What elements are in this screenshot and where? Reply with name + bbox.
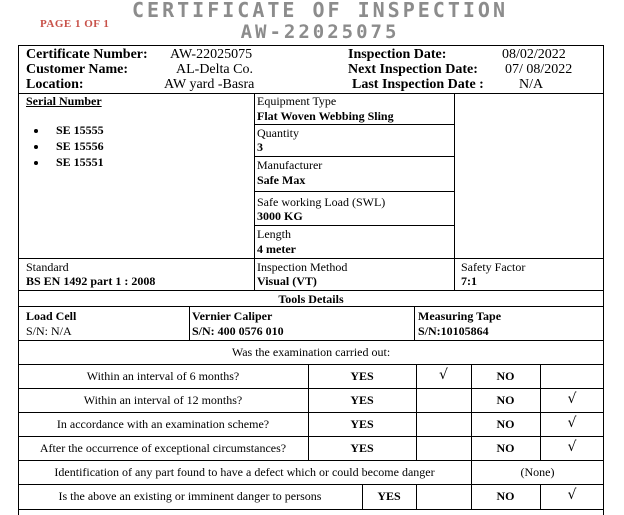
location-value: AW yard -Basra [164,77,255,92]
inspection-date-label: Inspection Date: [348,47,447,62]
manufacturer-value: Safe Max [257,173,306,187]
inspection-date-value: 08/02/2022 [502,47,566,62]
certificate-number-label: Certificate Number: [26,47,148,62]
exam-row-yes-label: YES [350,417,374,431]
divider [18,306,604,307]
danger-no-label: NO [496,489,515,503]
defect-identification-text: Identification of any part found to have a defect which or could become danger [54,465,435,479]
divider [254,225,454,226]
standard-label: Standard [26,260,69,274]
quantity-value: 3 [257,140,263,154]
customer-name-label: Customer Name: [26,62,128,77]
vernier-caliper-label: Vernier Caliper [192,309,273,323]
swl-label: Safe working Load (SWL) [257,195,386,209]
certificate-number-value: AW-22025075 [170,47,253,62]
divider [454,93,455,290]
divider [254,156,454,157]
exam-row-yes-check: √ [439,367,448,383]
last-inspection-date-value: N/A [519,77,544,92]
exam-row-no-label: NO [496,393,515,407]
serial-number-item: • SE 15555 [48,122,104,138]
manufacturer-label: Manufacturer [257,158,323,172]
serial-number-item: • SE 15551 [48,154,104,170]
equipment-type-label: Equipment Type [257,94,337,108]
page-number: PAGE 1 OF 1 [40,18,110,30]
inspection-method-label: Inspection Method [257,260,348,274]
exam-row-no-check: √ [567,439,577,455]
exam-row-no-label: NO [496,417,515,431]
divider [18,290,604,291]
exam-row-yes-label: YES [350,441,374,455]
exam-row-text: In accordance with an examination scheme? [56,417,270,431]
divider [18,388,604,389]
divider [18,460,604,461]
load-cell-serial: S/N: N/A [26,324,72,338]
exam-row-no-label: NO [496,369,515,383]
exam-row-yes-label: YES [350,369,374,383]
divider [18,340,604,341]
exam-row-no-check: √ [567,391,577,407]
tools-details-heading: Tools Details [278,292,344,306]
examination-question: Was the examination carried out: [231,345,391,359]
serial-number-label: Serial Number [26,94,102,108]
vernier-caliper-serial: S/N: 400 0576 010 [192,324,284,338]
divider [414,306,415,340]
exam-row-text: Within an interval of 12 months? [83,393,243,407]
customer-name-value: AL-Delta Co. [176,62,253,77]
serial-number-list [26,122,104,170]
divider [18,258,604,259]
swl-value: 3000 KG [257,209,303,223]
divider [18,436,604,437]
divider [254,191,454,192]
divider [254,93,255,290]
location-label: Location: [26,77,84,92]
divider [18,484,604,485]
safety-factor-label: Safety Factor [461,260,526,274]
measuring-tape-label: Measuring Tape [418,309,502,323]
divider [18,364,604,365]
inspection-method-value: Visual (VT) [257,274,317,288]
equipment-type-value: Flat Woven Webbing Sling [257,109,394,123]
danger-no-check: √ [567,487,577,503]
length-label: Length [257,227,291,241]
divider [254,124,454,125]
exam-row-no-check: √ [567,415,577,431]
defect-identification-value: (None) [520,465,555,479]
document-title: CERTIFICATE OF INSPECTION [131,0,509,22]
safety-factor-value: 7:1 [461,274,477,288]
quantity-label: Quantity [257,126,299,140]
divider [18,412,604,413]
divider [189,306,190,340]
standard-value: BS EN 1492 part 1 : 2008 [26,274,156,288]
length-value: 4 meter [257,242,296,256]
danger-question-text: Is the above an existing or imminent danger to persons [58,489,322,503]
next-inspection-date-label: Next Inspection Date: [348,62,478,77]
exam-row-text: After the occurrence of exceptional circumstances? [39,441,287,455]
serial-number-item: • SE 15556 [48,138,104,154]
certificate-code-heading: AW-22025075 [240,21,400,43]
load-cell-label: Load Cell [26,309,77,323]
exam-row-text: Within an interval of 6 months? [86,369,240,383]
exam-row-no-label: NO [496,441,515,455]
last-inspection-date-label: Last Inspection Date : [352,77,484,92]
divider [416,484,417,509]
danger-yes-label: YES [377,489,401,503]
measuring-tape-serial: S/N:10105864 [418,324,489,338]
next-inspection-date-value: 07/ 08/2022 [505,62,573,77]
exam-row-yes-label: YES [350,393,374,407]
divider [18,509,604,510]
